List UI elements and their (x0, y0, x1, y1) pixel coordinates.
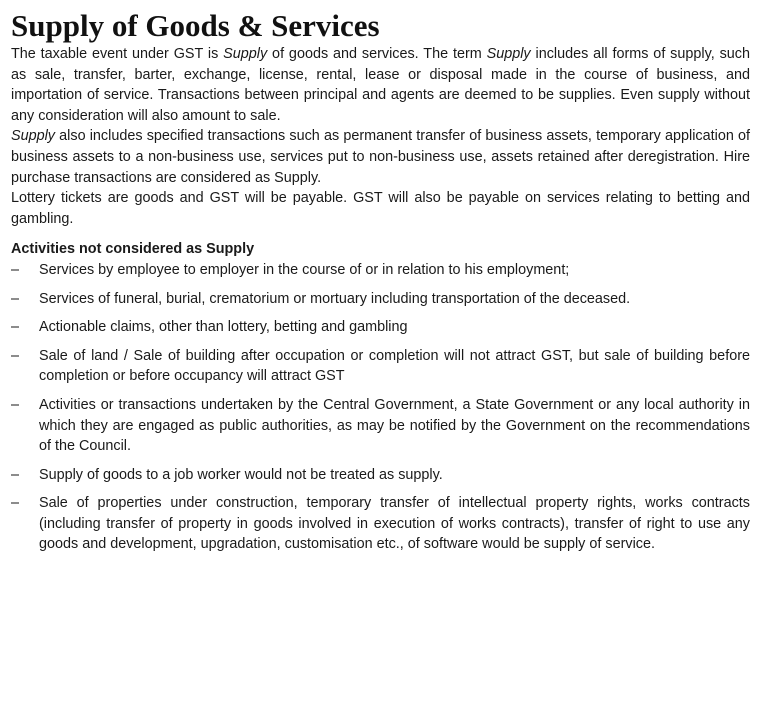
paragraph-text: includes all forms of supply, such as sale, transfer, barter, exchange, license, rental, lease or disposal made in the course of business, and importation of service. Transactions between principal and agents are deemed to be supplies. Even supply without any consideration will also amount to sale. (11, 46, 750, 124)
paragraph-text: The taxable event under GST is (11, 46, 224, 62)
list-item (11, 395, 750, 457)
emphasis-supply: Supply (11, 128, 56, 145)
paragraph-text: of goods and services. The term (267, 46, 487, 62)
bullet-dash: – (11, 319, 20, 336)
list-item-text: Activities or transactions undertaken by the Central Government, a State Government or any local authority in which they are engaged as public authorities, as may be notified by the Government on the recommendations of the Council. (39, 396, 750, 455)
document-body (11, 44, 750, 555)
list-item-text: Services by employee to employer in the course of or in relation to his employment; (39, 261, 570, 278)
list-item-text: Sale of properties under construction, temporary transfer of intellectual property rights, works contracts (including transfer of property in goods involved in execution of works contracts), transfer of right to use any goods and development, upgradation, customisation etc., of software would be supply of service. (39, 495, 750, 553)
emphasis-supply: Supply (223, 46, 268, 62)
emphasis-supply: Supply (486, 46, 531, 62)
bullet-dash: – (11, 466, 20, 483)
list-item-text: Actionable claims, other than lottery, betting and gambling (39, 319, 408, 336)
bullet-dash: – (11, 347, 20, 364)
list-item (11, 465, 750, 486)
bullet-dash: – (11, 396, 20, 413)
paragraph-lottery: Lottery tickets are goods and GST will be payable. GST will also be payable on services relating to betting and gambling. (11, 190, 750, 227)
bullet-dash: – (11, 495, 20, 512)
document-page (11, 0, 750, 555)
list-item (11, 346, 750, 387)
section-heading: Activities not considered as Supply (11, 241, 255, 258)
paragraph-specified-transactions (11, 126, 750, 188)
list-item-text: Sale of land / Sale of building after occupation or completion will not attract GST, but sale of building before completion or before occupancy will attract GST (39, 347, 750, 385)
bullet-dash: – (11, 261, 20, 278)
activities-list (11, 260, 750, 555)
list-item (11, 289, 750, 310)
list-item (11, 317, 750, 338)
list-item-text: Supply of goods to a job worker would not be treated as supply. (39, 466, 443, 483)
list-item (11, 260, 750, 281)
paragraph-taxable-event (11, 44, 750, 126)
list-item-text: Services of funeral, burial, crematorium or mortuary including transportation of the deceased. (39, 290, 631, 307)
page-title: Supply of Goods & Services (11, 8, 380, 43)
bullet-dash: – (11, 290, 20, 307)
paragraph-text: also includes specified transactions such as permanent transfer of business assets, temporary application of business assets to a non-business use, services put to non-business use, assets retained after deregistration. Hire purchase transactions are considered as Supply. (11, 128, 750, 186)
list-item (11, 493, 750, 555)
